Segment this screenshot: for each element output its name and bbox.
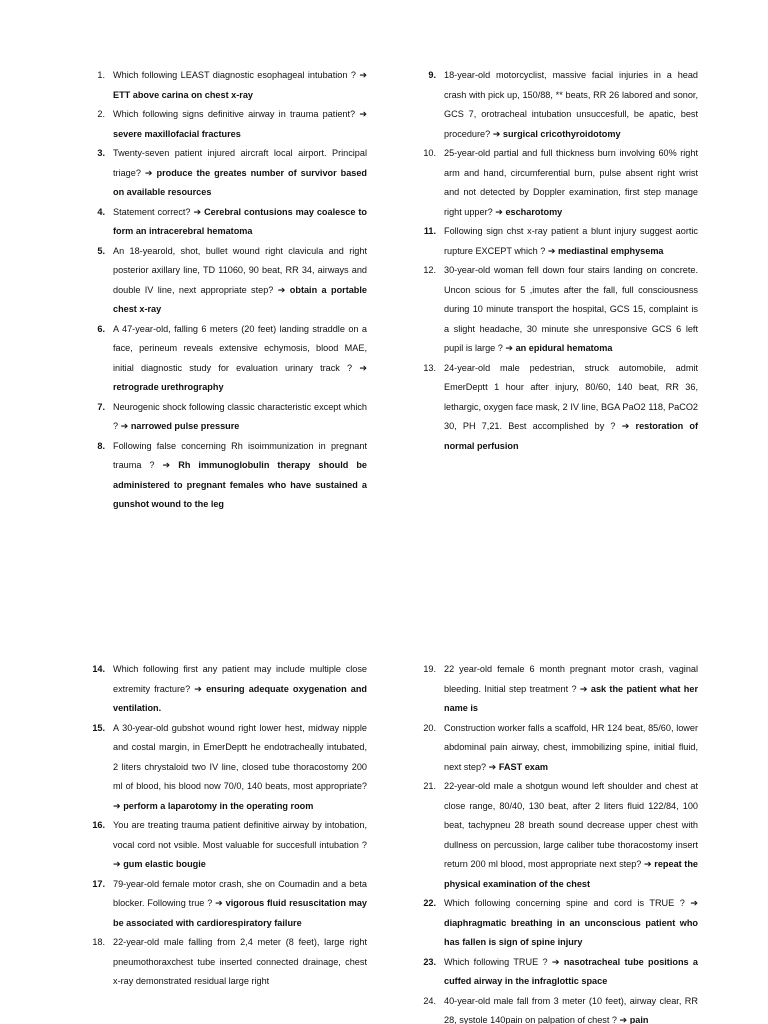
question-text: An 18-yearold, shot, bullet wound right clavicula and right posterior axillary line, TD 11060, 90 beat, RR 34, airways and double IV line, next appropriate step? <box>113 245 367 295</box>
question-number: 7. <box>97 401 105 412</box>
question-text: 22-year-old male falling from 2,4 meter (8 feet), large right pneumothoraxchest tube inserted connected drainage, chest x-ray demonstrated residual large right <box>113 937 367 986</box>
questions-column-top-left <box>82 66 367 515</box>
answer-text: restoration of normal perfusion <box>444 421 698 451</box>
question-text: Neurogenic shock following classic characteristic except which ? <box>113 401 367 431</box>
arrow-icon: ➔ <box>619 1015 628 1024</box>
question-item <box>413 261 698 359</box>
question-number: 18. <box>92 937 105 947</box>
arrow-icon: ➔ <box>547 245 556 256</box>
question-item <box>413 222 698 261</box>
answer-text: escharotomy <box>505 206 563 217</box>
answer-text: ETT above carina on chest x-ray <box>113 89 253 100</box>
question-text: Following sign chst x-ray patient a blunt injury suggest aortic rupture EXCEPT which ? <box>444 226 698 256</box>
answer-text: perform a laparotomy in the operating room <box>123 800 314 811</box>
question-text: 24-year-old male pedestrian, struck automobile, admit EmerDeptt 1 hour after injury, 80/60, 140 beat, RR 36, lethargic, oxygen face mask, 2 IV line, BGA PaO2 118, PaCO2 30, PH 7,21. Best accomplished by ? <box>444 362 698 431</box>
answer-text: gum elastic bougie <box>123 859 206 869</box>
arrow-icon: ➔ <box>120 421 129 431</box>
question-number: 10. <box>423 148 436 158</box>
arrow-icon: ➔ <box>359 362 367 373</box>
question-text: 30-year-old woman fell down four stairs landing on concrete. Uncon scious for 5 ,imutes after the fall, full consciousness during 10 minute transport the hospital, GCS 15, complaint is a slight headache, 30 minute she unresponsive GCS 6 left pupil is large ? <box>444 265 698 353</box>
question-item <box>413 894 698 953</box>
arrow-icon: ➔ <box>505 343 514 353</box>
arrow-icon: ➔ <box>690 898 698 908</box>
arrow-icon: ➔ <box>144 167 153 178</box>
question-item <box>82 203 367 242</box>
question-number: 6. <box>97 323 105 334</box>
question-number: 19. <box>423 664 436 674</box>
question-text: 40-year-old male fall from 3 meter (10 feet), airway clear, RR 28, systole 140pain on palpation of chest ? <box>444 995 698 1024</box>
question-number: 21. <box>423 781 436 791</box>
question-item <box>82 398 367 437</box>
answer-text: obtain a portable chest x-ray <box>113 284 367 314</box>
question-text: A 47-year-old, falling 6 meters (20 feet) landing straddle on a face, perineum reveals extensive echymosis, blood MAE, initial diagnostic study for evaluation urinary track ? <box>113 323 367 373</box>
arrow-icon: ➔ <box>359 70 367 80</box>
answer-text: surgical cricothyroidotomy <box>502 128 621 139</box>
questions-column-top-right <box>413 66 698 456</box>
answer-text: repeat the physical examination of the chest <box>444 859 698 889</box>
arrow-icon: ➔ <box>488 761 497 772</box>
answer-text: nasotracheal tube positions a cuffed airway in the infraglottic space <box>444 956 698 986</box>
questions-column-bottom-right <box>413 660 698 1024</box>
question-number: 22. <box>423 898 436 908</box>
question-text: 22-year-old male a shotgun wound left shoulder and chest at close range, 80/40, 130 beat, after 2 liters fluid 122/84, 100 beat, tachypneu 28 breath sound decrease upper chest with dullness on percussion, large caliber tube thoracostomy insert return 200 ml blood, most appropriate next step? <box>444 781 698 869</box>
arrow-icon: ➔ <box>193 206 202 217</box>
question-item <box>82 437 367 515</box>
arrow-icon: ➔ <box>492 128 501 139</box>
question-item <box>413 660 698 719</box>
arrow-icon: ➔ <box>113 800 121 811</box>
questions-column-bottom-left <box>82 660 367 992</box>
question-number: 4. <box>97 206 105 217</box>
answer-text: pain <box>629 1015 649 1024</box>
question-number: 9. <box>428 70 436 80</box>
arrow-icon: ➔ <box>277 284 286 295</box>
answer-text: FAST exam <box>498 761 549 772</box>
answer-text: Rh immunoglobulin therapy should be administered to pregnant females who have sustained a gunshot wound to the leg <box>113 460 367 509</box>
answer-text: ask the patient what her name is <box>444 683 699 713</box>
answer-text: retrograde urethrography <box>113 382 224 392</box>
question-item <box>82 660 367 719</box>
question-item <box>82 719 367 817</box>
question-text: 22 year-old female 6 month pregnant motor crash, vaginal bleeding. Initial step treatment ? <box>444 664 698 694</box>
question-item <box>82 144 367 203</box>
question-item <box>82 66 367 105</box>
question-text: Statement correct? <box>113 206 194 217</box>
answer-text: vigorous fluid resuscitation may be associated with cardiorespiratory failure <box>113 898 367 928</box>
question-item <box>413 359 698 457</box>
arrow-icon: ➔ <box>113 859 121 869</box>
answer-text: mediastinal emphysema <box>558 245 664 256</box>
question-number: 20. <box>423 722 436 733</box>
arrow-icon: ➔ <box>359 109 367 119</box>
arrow-icon: ➔ <box>579 683 588 694</box>
question-number: 3. <box>97 148 105 158</box>
question-number: 15. <box>92 722 105 733</box>
question-item <box>413 719 698 778</box>
arrow-icon: ➔ <box>162 460 171 470</box>
question-item <box>413 777 698 894</box>
question-number: 23. <box>423 956 436 967</box>
question-item <box>82 875 367 934</box>
answer-text: severe maxillofacial fractures <box>113 128 241 139</box>
question-number: 1. <box>97 70 105 80</box>
question-text: 25-year-old partial and full thickness burn involving 60% right arm and hand, circumferential burn, pulse absent right wrist and not detected by Doppler examination, first step manage right upper? <box>444 148 698 217</box>
question-number: 17. <box>92 878 105 889</box>
question-item <box>413 953 698 992</box>
question-item <box>82 816 367 875</box>
question-text: Which following LEAST diagnostic esophageal intubation ? <box>113 70 360 80</box>
question-text: 79-year-old female motor crash, she on Coumadin and a beta blocker. Following true ? <box>113 878 367 908</box>
question-text: Which following concerning spine and cord is TRUE ? <box>444 898 691 908</box>
answer-text: ensuring adequate oxygenation and ventilation. <box>113 683 367 713</box>
question-number: 13. <box>423 362 436 373</box>
arrow-icon: ➔ <box>495 206 503 217</box>
question-item <box>413 992 698 1024</box>
answer-text: an epidural hematoma <box>515 343 613 353</box>
question-number: 14. <box>92 664 105 674</box>
question-number: 2. <box>97 109 105 119</box>
question-item <box>82 320 367 398</box>
question-text: A 30-year-old gubshot wound right lower hest, midway nipple and costal margin, in EmerDeptt he endotracheally intubated, 2 liters chrystaloid two IV line, closed tube thoracostomy 200 ml of blood, his blood now 70/0, 140 beats, most appropriate? <box>113 722 367 791</box>
question-text: Which following first any patient may include multiple close extremity fracture? <box>113 664 367 694</box>
answer-text: produce the greates number of survivor based on available resources <box>113 167 367 197</box>
question-number: 8. <box>97 440 105 451</box>
question-item <box>413 66 698 144</box>
question-text: 18-year-old motorcyclist, massive facial injuries in a head crash with pick up, 150/88, ** beats, RR 26 labored and sonor, GCS 7, orotracheal intubation unsuccesfull, be apatic, best procedure? <box>444 70 698 139</box>
answer-text: narrowed pulse pressure <box>130 421 240 431</box>
arrow-icon: ➔ <box>644 859 652 869</box>
question-item <box>82 933 367 992</box>
question-number: 12. <box>423 265 436 275</box>
question-text: Construction worker falls a scaffold, HR 124 beat, 85/60, lower abdominal pain airway, chest, immobilizing spine, initial fluid, next step? <box>444 722 698 772</box>
question-number: 5. <box>97 245 105 256</box>
arrow-icon: ➔ <box>194 683 202 694</box>
question-text: Twenty-seven patient injured aircraft local airport. Principal triage? <box>113 148 367 178</box>
answer-text: diaphragmatic breathing in an unconscious patient who has fallen is sign of spine injury <box>444 917 698 947</box>
answer-text: Cerebral contusions may coalesce to form an intracerebral hematoma <box>113 206 367 236</box>
question-text: Following false concerning Rh isoimmunization in pregnant trauma ? <box>113 440 367 470</box>
arrow-icon: ➔ <box>621 421 630 431</box>
question-number: 24. <box>423 995 436 1006</box>
arrow-icon: ➔ <box>551 956 560 967</box>
question-number: 16. <box>92 820 105 830</box>
arrow-icon: ➔ <box>215 898 223 908</box>
question-item <box>82 105 367 144</box>
question-text: You are treating trauma patient definitive airway by intobation, vocal cord not vsible. Most valuable for succesfull intubation ? <box>113 820 367 850</box>
question-item <box>413 144 698 222</box>
question-text: Which following TRUE ? <box>444 956 552 967</box>
question-text: Which following signs definitive airway in trauma patient? <box>113 109 360 119</box>
question-item <box>82 242 367 320</box>
question-number: 11. <box>423 226 436 236</box>
